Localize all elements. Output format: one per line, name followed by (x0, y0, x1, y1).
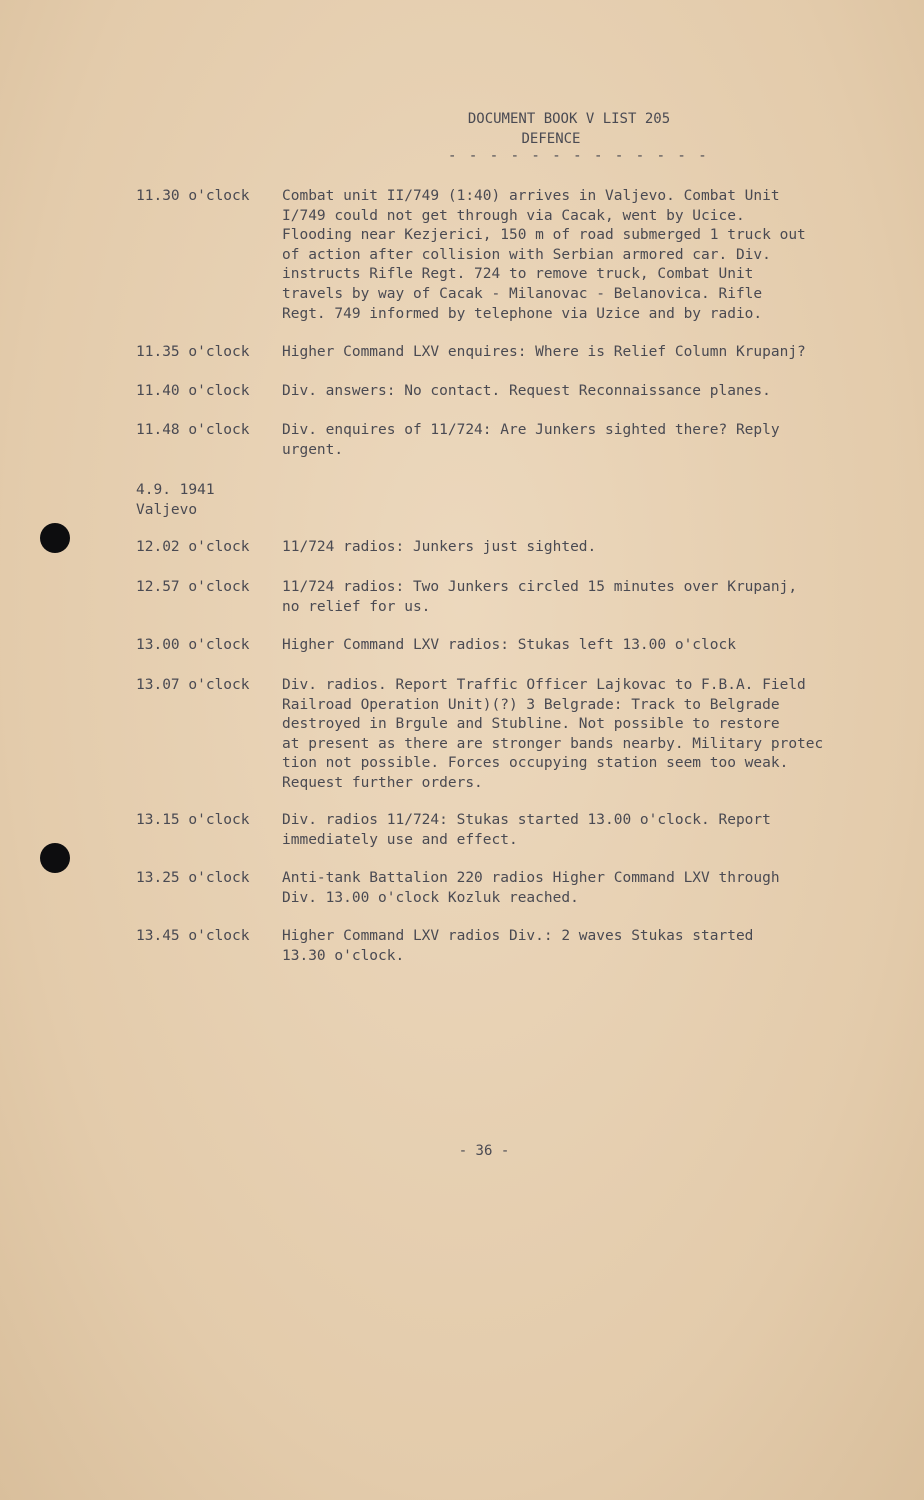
punch-hole (40, 843, 70, 873)
entry-text: Anti-tank Battalion 220 radios Higher Command LXV through Div. 13.00 o'clock Kozluk reached. (282, 870, 780, 906)
entry-time: 11.40 o'clock (136, 383, 250, 399)
entry-time: 13.25 o'clock (136, 870, 250, 886)
entry-text: Higher Command LXV radios: Stukas left 13.00 o'clock (282, 637, 736, 653)
entry-time: 11.48 o'clock (136, 422, 250, 438)
date-line: 4.9. 1941 (136, 482, 215, 498)
entry-text: Combat unit II/749 (1:40) arrives in Valjevo. Combat Unit I/749 could not get through via Cacak, went by Ucice. Flooding near Kezjerici, 150 m of road submerged 1 truck out of action after collision with Serbian armored car. Div. instructs Rifle Regt. 724 to remove truck, Combat Unit travels by way of Cacak - Milanovac - Belanovica. Rifle Regt. 749 informed by telephone via Uzice and by radio. (282, 188, 806, 322)
entry-time: 13.00 o'clock (136, 637, 250, 653)
entry-time: 12.57 o'clock (136, 579, 250, 595)
place-line: Valjevo (136, 502, 198, 518)
document-subtitle: DEFENCE (521, 131, 581, 147)
entry-text: Higher Command LXV enquires: Where is Relief Column Krupanj? (282, 344, 806, 360)
header-rule: - - - - - - - - - - - - - (448, 148, 709, 164)
entry-time: 11.35 o'clock (136, 344, 250, 360)
entry-time: 13.45 o'clock (136, 928, 250, 944)
document-title: DOCUMENT BOOK V LIST 205 (467, 111, 671, 127)
entry-text: Div. answers: No contact. Request Reconnaissance planes. (282, 383, 771, 399)
entry-text: Div. enquires of 11/724: Are Junkers sighted there? Reply urgent. (282, 422, 780, 458)
entry-text: Div. radios. Report Traffic Officer Lajkovac to F.B.A. Field Railroad Operation Unit)(?) 3 Belgrade: Track to Belgrade destroyed in Brgule and Stubline. Not possible to restore at present as there are stronger bands nearby. Military protec tion not possible. Forces occupying station seem too weak. Request further orders. (282, 677, 824, 791)
entry-time: 12.02 o'clock (136, 539, 250, 555)
entry-text: Higher Command LXV radios Div.: 2 waves Stukas started 13.30 o'clock. (282, 928, 754, 964)
punch-hole (40, 523, 70, 553)
entry-text: 11/724 radios: Junkers just sighted. (282, 539, 597, 555)
entry-time: 11.30 o'clock (136, 188, 250, 204)
entry-time: 13.15 o'clock (136, 812, 250, 828)
entry-text: 11/724 radios: Two Junkers circled 15 minutes over Krupanj, no relief for us. (282, 579, 798, 615)
page-number: - 36 - (458, 1143, 510, 1159)
entry-text: Div. radios 11/724: Stukas started 13.00 o'clock. Report immediately use and effect. (282, 812, 771, 848)
entry-time: 13.07 o'clock (136, 677, 250, 693)
